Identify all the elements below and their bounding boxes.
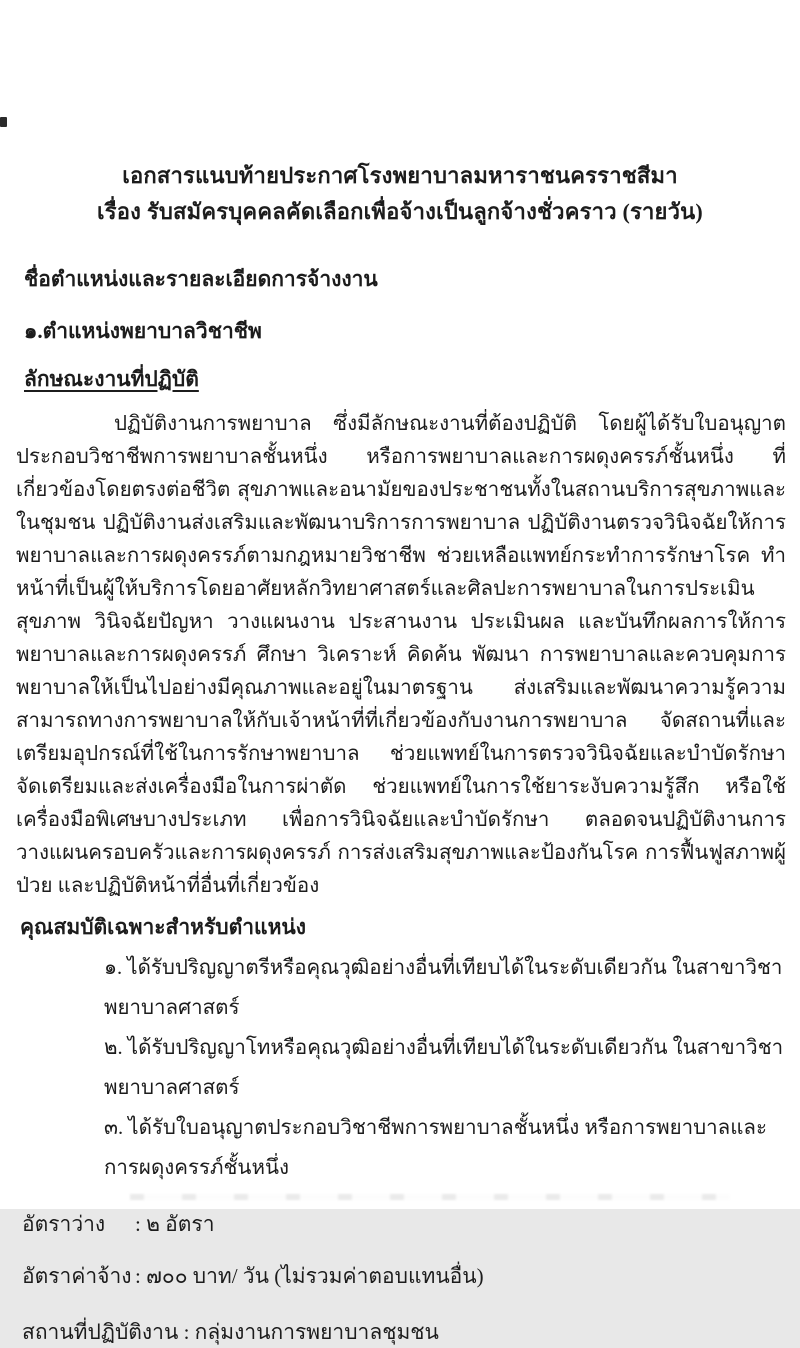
vacancy-value: : ๒ อัตรา xyxy=(135,1212,215,1236)
vacancy-label: อัตราว่าง xyxy=(22,1212,106,1236)
qualification-item-3: ๓. ได้รับใบอนุญาตประกอบวิชาชีพการพยาบาลชั้นหนึ่ง หรือการพยาบาลและการผดุงครรภ์ชั้นหนึ่ง xyxy=(104,1117,768,1179)
document-title-line2: เรื่อง รับสมัครบุคคลคัดเลือกเพื่อจ้างเป็นลูกจ้างชั่วคราว (รายวัน) xyxy=(97,199,703,224)
duties-heading: ลักษณะงานที่ปฏิบัติ xyxy=(24,367,199,391)
wage-label: อัตราค่าจ้าง xyxy=(22,1264,132,1288)
document-title-line1: เอกสารแนบท้ายประกาศโรงพยาบาลมหาราชนครราชสีมา xyxy=(122,163,678,188)
qualifications-heading: คุณสมบัติเฉพาะสำหรับตำแหน่ง xyxy=(20,915,307,939)
qualifications-list xyxy=(104,948,790,1188)
vacancy-row xyxy=(22,1208,800,1240)
workplace-line: สถานที่ปฏิบัติงาน : กลุ่มงานการพยาบาลชุมชน xyxy=(22,1320,439,1344)
position-section-heading: ชื่อตำแหน่งและรายละเอียดการจ้างงาน xyxy=(24,267,378,291)
qualification-item-2: ๒. ได้รับปริญญาโทหรือคุณวุฒิอย่างอื่นที่เทียบได้ในระดับเดียวกัน ในสาขาวิชาพยาบาลศาสตร์ xyxy=(104,1037,784,1099)
qualification-item-1: ๑. ได้รับปริญญาตรีหรือคุณวุฒิอย่างอื่นที่เทียบได้ในระดับเดียวกัน ในสาขาวิชาพยาบาลศาสตร์ xyxy=(104,957,783,1019)
scan-artifact-streak xyxy=(130,1194,730,1200)
position-item: ๑.ตำแหน่งพยาบาลวิชาชีพ xyxy=(24,319,262,343)
duties-paragraph: ปฏิบัติงานการพยาบาล ซึ่งมีลักษณะงานที่ต้องปฏิบัติ โดยผู้ได้รับใบอนุญาตประกอบวิชาชีพการพยาบาลชั้นหนึ่ง หรือการพยาบาลและการผดุงครรภ์ชั้นหนึ่ง ที่เกี่ยวข้องโดยตรงต่อชีวิต สุขภาพและอนามัยของประชาชนทั้งในสถานบริการสุขภาพและในชุมชน ปฏิบัติงานส่งเสริมและพัฒนาบริการการพยาบาล ปฏิบัติงานตรวจวินิจฉัยให้การพยาบาลและการผดุงครรภ์ตามกฎหมายวิชาชีพ ช่วยเหลือแพทย์กระทำการรักษาโรค ทำหน้าที่เป็นผู้ให้บริการโดยอาศัยหลักวิทยาศาสตร์และศิลปะการพยาบาลในการประเมินสุขภาพ วินิจฉัยปัญหา วางแผนงาน ประสานงาน ประเมินผล และบันทึกผลการให้การพยาบาลและการผดุงครรภ์ ศึกษา วิเคราะห์ คิดค้น พัฒนา การพยาบาลและควบคุมการพยาบาลให้เป็นไปอย่างมีคุณภาพและอยู่ในมาตรฐาน ส่งเสริมและพัฒนาความรู้ความสามารถทางการพยาบาลให้กับเจ้าหน้าที่ที่เกี่ยวข้องกับงานการพยาบาล จัดสถานที่และเตรียมอุปกรณ์ที่ใช้ในการรักษาพยาบาล ช่วยแพทย์ในการตรวจวินิจฉัยและบำบัดรักษา จัดเตรียมและส่งเครื่องมือในการผ่าตัด ช่วยแพทย์ในการใช้ยาระงับความรู้สึก หรือใช้เครื่องมือพิเศษบางประเภท เพื่อการวินิจฉัยและบำบัดรักษา ตลอดจนปฏิบัติงานการวางแผนครอบครัวและการผดุงครรภ์ การส่งเสริมสุขภาพและป้องกันโรค การฟื้นฟูสภาพผู้ป่วย และปฏิบัติหน้าที่อื่นที่เกี่ยวข้อง xyxy=(16,413,786,897)
wage-value: : ๗๐๐ บาท/ วัน (ไม่รวมค่าตอบแทนอื่น) xyxy=(135,1264,484,1288)
wage-row xyxy=(22,1260,800,1292)
scan-artifact-speck xyxy=(0,117,7,127)
document-title xyxy=(0,0,800,230)
